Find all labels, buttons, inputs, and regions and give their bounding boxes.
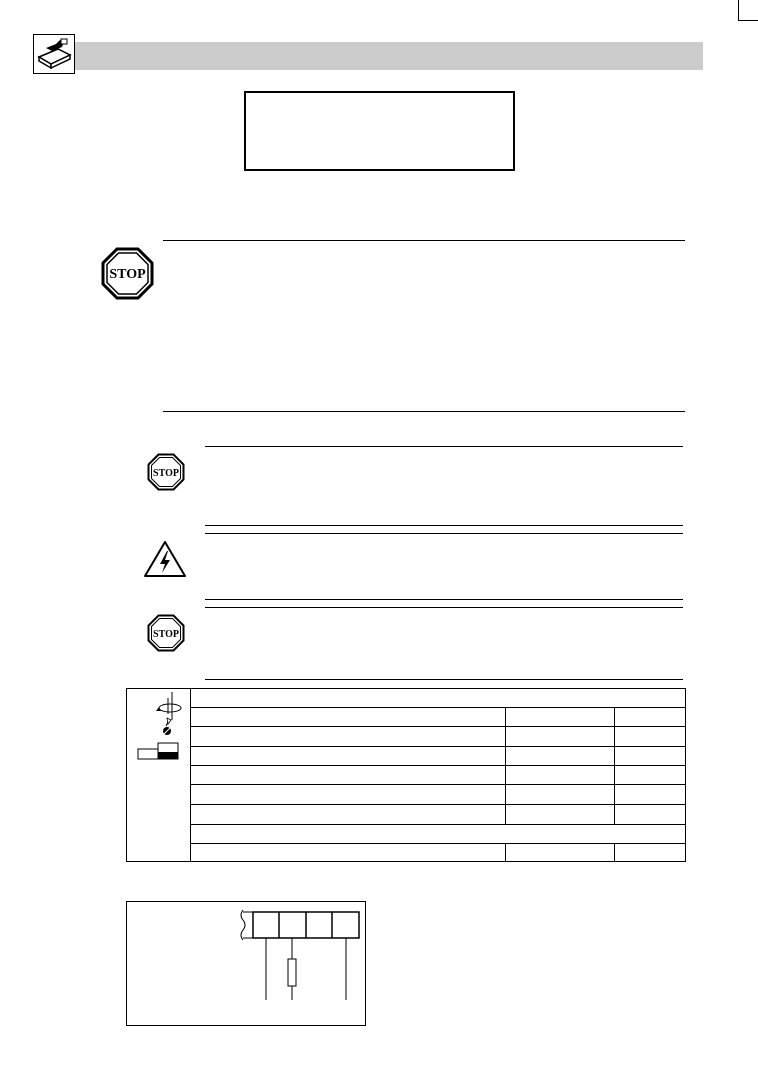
wiring-diagram bbox=[126, 901, 366, 1026]
spec-table-row-line bbox=[190, 843, 686, 844]
crop-mark-top-right-h bbox=[738, 20, 758, 21]
warning-4-top-rule bbox=[205, 607, 683, 608]
warning-3-top-rule bbox=[205, 533, 683, 534]
stop-sign-icon bbox=[101, 247, 154, 300]
spec-table-col-divider bbox=[505, 843, 506, 862]
installation-hand-icon bbox=[33, 34, 75, 74]
electric-shock-warning-icon bbox=[143, 540, 187, 578]
spec-table-col-divider bbox=[505, 707, 506, 824]
title-box bbox=[244, 91, 515, 171]
stop-sign-icon bbox=[147, 614, 185, 652]
switch-position-icon bbox=[137, 741, 181, 761]
spec-table-col-divider bbox=[614, 707, 615, 824]
rotation-adjust-icon bbox=[150, 690, 186, 740]
section-header-bar bbox=[70, 42, 703, 70]
wiring-diagram-drawing bbox=[127, 902, 365, 1025]
spec-table-row-line bbox=[190, 824, 686, 825]
spec-table-side-divider bbox=[190, 688, 191, 862]
spec-table-row-line bbox=[190, 784, 686, 785]
svg-text:STOP: STOP bbox=[153, 629, 179, 640]
svg-text:STOP: STOP bbox=[153, 468, 179, 479]
spec-table-row-line bbox=[190, 765, 686, 766]
spec-table-row-line bbox=[190, 804, 686, 805]
warning-1-bottom-rule bbox=[163, 411, 685, 412]
warning-1-top-rule bbox=[163, 240, 685, 241]
spec-table-row-line bbox=[190, 707, 686, 708]
crop-mark-top-right-v bbox=[738, 0, 739, 20]
spec-table-row-line bbox=[190, 746, 686, 747]
warning-4-bottom-rule bbox=[205, 679, 683, 680]
warning-2-top-rule bbox=[205, 446, 683, 447]
spec-table bbox=[126, 688, 686, 862]
spec-table-row-line bbox=[190, 726, 686, 727]
svg-text:STOP: STOP bbox=[109, 267, 146, 282]
spec-table-col-divider bbox=[614, 843, 615, 862]
stop-sign-icon bbox=[147, 453, 185, 491]
warning-2-bottom-rule bbox=[205, 525, 683, 526]
warning-3-bottom-rule bbox=[205, 599, 683, 600]
